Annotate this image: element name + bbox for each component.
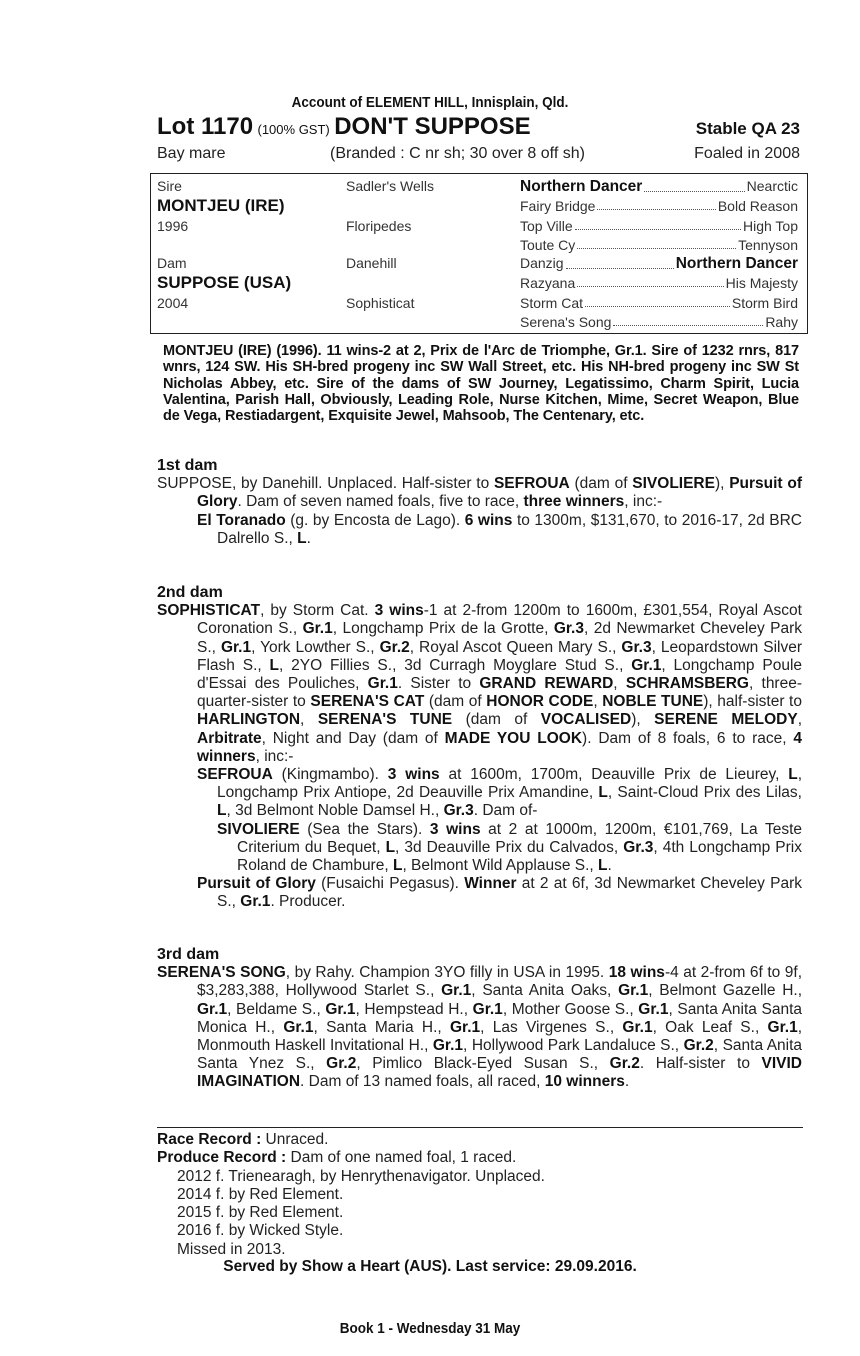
produce-record	[157, 1149, 802, 1167]
gen3-ancestor: Northern Dancer	[520, 178, 643, 195]
gen3-ancestor: Fairy Bridge	[520, 198, 596, 214]
race-record-label: Race Record :	[157, 1131, 262, 1148]
served-note: Served by Show a Heart (AUS). Last service: 29.09.2016.	[223, 1258, 637, 1275]
dot-leader	[644, 178, 744, 192]
gen3-row	[520, 198, 798, 214]
pedigree-table	[150, 173, 808, 334]
lot-header	[157, 113, 802, 143]
divider	[157, 1127, 803, 1128]
gen3-row	[520, 275, 798, 291]
gen3-row	[520, 255, 798, 273]
second-dam-progeny-1a: SIVOLIERE (Sea the Stars). 3 wins at 2 at 1000m, 1200m, €101,769, La Teste Criterium du Bequet, L, 3d Deauville Prix du Calvados, Gr.3, 4th Longchamp Prix Roland de Chambure, L, Belmont Wild Applause S., L.	[217, 820, 802, 875]
third-dam-section	[157, 946, 802, 1092]
horse-name: DON'T SUPPOSE	[334, 113, 531, 140]
dot-leader	[613, 314, 763, 326]
gen3-ancestor: Toute Cy	[520, 237, 576, 253]
dam-name: SUPPOSE (USA)	[157, 273, 292, 292]
sire-name: MONTJEU (IRE)	[157, 196, 285, 215]
race-record	[157, 1131, 802, 1149]
gen3-ancestor: Serena's Song	[520, 314, 612, 330]
gen3-row	[520, 295, 798, 311]
first-dam-heading: 1st dam	[157, 457, 218, 474]
gen4-ancestor: Rahy	[765, 314, 798, 330]
gen4-ancestor: High Top	[742, 218, 798, 234]
race-record-value: Unraced.	[261, 1131, 329, 1148]
produce-item: 2015 f. by Red Element.	[177, 1204, 344, 1222]
gen3-ancestor: Razyana	[520, 275, 576, 291]
first-dam-progeny: El Toranado (g. by Encosta de Lago). 6 wins to 1300m, $131,670, to 2016-17, 2d BRC Dalrello S., L.	[197, 511, 802, 547]
gen2-sire-dam: Floripedes	[346, 218, 412, 234]
brand-info: (Branded : C nr sh; 30 over 8 off sh)	[330, 145, 585, 162]
second-dam-section	[157, 584, 802, 912]
produce-item: 2016 f. by Wicked Style.	[177, 1222, 344, 1240]
lot-number: Lot 1170	[157, 113, 254, 140]
second-dam-progeny-1: SEFROUA (Kingmambo). 3 wins at 1600m, 1700m, Deauville Prix de Lieurey, L, Longchamp Prix Antiope, 2d Deauville Prix Amandine, L, Saint-Cloud Prix des Lilas, L, 3d Belmont Noble Damsel H., Gr.3. Dam of-	[197, 766, 802, 820]
gen4-ancestor: His Majesty	[725, 275, 798, 291]
sire-summary: MONTJEU (IRE) (1996). 11 wins-2 at 2, Prix de l'Arc de Triomphe, Gr.1. Sire of 1232 rnrs, 817 wnrs, 124 SW. His SH-bred progeny inc SW Wall Street, etc. His NH-bred progeny inc SW St Nicholas Abbey, etc. Sire of the dams of SW Journey, Legatissimo, Charm Spirit, Lucia Valentina, Parish Hall, Obviously, Leading Role, Nurse Kitchen, Mime, Secret Weapon, Blue de Vega, Restiadargent, Exquisite Jewel, Mahsoob, The Centenary, etc.	[163, 343, 799, 425]
horse-details	[157, 145, 802, 163]
produce-item: 2014 f. by Red Element.	[177, 1185, 344, 1203]
gen3-ancestor: Danzig	[520, 255, 564, 271]
dam-year: 2004	[157, 295, 189, 311]
gen2-sire-sire: Sadler's Wells	[346, 178, 434, 194]
gen3-ancestor: Storm Cat	[520, 295, 584, 311]
first-dam-section	[157, 457, 802, 548]
gen3-row	[520, 218, 798, 234]
dot-leader	[575, 218, 741, 230]
dot-leader	[566, 255, 674, 269]
first-dam-text: SUPPOSE, by Danehill. Unplaced. Half-sister to SEFROUA (dam of SIVOLIERE), Pursuit of Glory. Dam of seven named foals, five to race, three winners, inc:-	[157, 475, 802, 511]
gen2-dam-dam: Sophisticat	[346, 295, 415, 311]
third-dam-text: SERENA'S SONG, by Rahy. Champion 3YO filly in USA in 1995. 18 wins-4 at 2-from 6f to 9f, $3,283,388, Hollywood Starlet S., Gr.1, Santa Anita Oaks, Gr.1, Belmont Gazelle H., Gr.1, Beldame S., Gr.1, Hempstead H., Gr.1, Mother Goose S., Gr.1, Santa Anita Santa Monica H., Gr.1, Santa Maria H., Gr.1, Las Virgenes S., Gr.1, Oak Leaf S., Gr.1, Monmouth Haskell Invitational H., Gr.1, Hollywood Park Landaluce S., Gr.2, Santa Anita Santa Ynez S., Gr.2, Pimlico Black-Eyed Susan S., Gr.2. Half-sister to VIVID IMAGINATION. Dam of 13 named foals, all raced, 10 winners.	[157, 964, 803, 1091]
gen3-row	[520, 178, 798, 196]
page-footer: Book 1 - Wednesday 31 May	[339, 1320, 521, 1337]
second-dam-text: SOPHISTICAT, by Storm Cat. 3 wins-1 at 2-from 1200m to 1600m, £301,554, Royal Ascot Coronation S., Gr.1, Longchamp Prix de la Grotte, Gr.3, 2d Newmarket Cheveley Park S., Gr.1, York Lowther S., Gr.2, Royal Ascot Queen Mary S., Gr.3, Leopardstown Silver Flash S., L, 2YO Fillies S., 3d Curragh Moyglare Stud S., Gr.1, Longchamp Poule d'Essai des Pouliches, Gr.1. Sister to GRAND REWARD, SCHRAMSBERG, three-quarter-sister to SERENA'S CAT (dam of HONOR CODE, NOBLE TUNE), half-sister to HARLINGTON, SERENA'S TUNE (dam of VOCALISED), SERENE MELODY, Arbitrate, Night and Day (dam of MADE YOU LOOK). Dam of 8 foals, 6 to race, 4 winners, inc:-	[157, 602, 803, 765]
dot-leader	[577, 237, 736, 249]
stable-code: Stable QA 23	[695, 119, 800, 138]
gen3-row	[520, 314, 798, 330]
color-sex: Bay mare	[157, 145, 226, 162]
dot-leader	[597, 198, 715, 210]
account-line: Account of ELEMENT HILL, Innisplain, Qld.	[291, 94, 569, 111]
gen4-ancestor: Northern Dancer	[675, 255, 798, 272]
third-dam-heading: 3rd dam	[157, 946, 220, 963]
produce-item: Missed in 2013.	[177, 1240, 286, 1258]
records-section	[157, 1131, 802, 1259]
gen4-ancestor: Tennyson	[738, 237, 798, 253]
foaled-year: Foaled in 2008	[694, 145, 800, 162]
gst-note: (100% GST)	[257, 122, 330, 137]
produce-item: 2012 f. Trienearagh, by Henrythenavigator. Unplaced.	[177, 1167, 545, 1185]
produce-record-label: Produce Record :	[157, 1149, 287, 1167]
gen4-ancestor: Bold Reason	[717, 198, 798, 214]
gen2-dam-sire: Danehill	[346, 255, 397, 271]
dot-leader	[585, 295, 730, 307]
gen4-ancestor: Storm Bird	[731, 295, 798, 311]
gen4-ancestor: Nearctic	[746, 178, 798, 194]
dam-label: Dam	[157, 255, 187, 271]
produce-record-value: Dam of one named foal, 1 raced.	[286, 1149, 517, 1167]
dot-leader	[577, 275, 723, 287]
second-dam-progeny-2: Pursuit of Glory (Fusaichi Pegasus). Winner at 2 at 6f, 3d Newmarket Cheveley Park S., Gr.1. Producer.	[197, 875, 802, 911]
second-dam-heading: 2nd dam	[157, 584, 223, 601]
sire-label: Sire	[157, 178, 182, 194]
gen3-row	[520, 237, 798, 253]
gen3-ancestor: Top Ville	[520, 218, 573, 234]
sire-year: 1996	[157, 218, 189, 234]
